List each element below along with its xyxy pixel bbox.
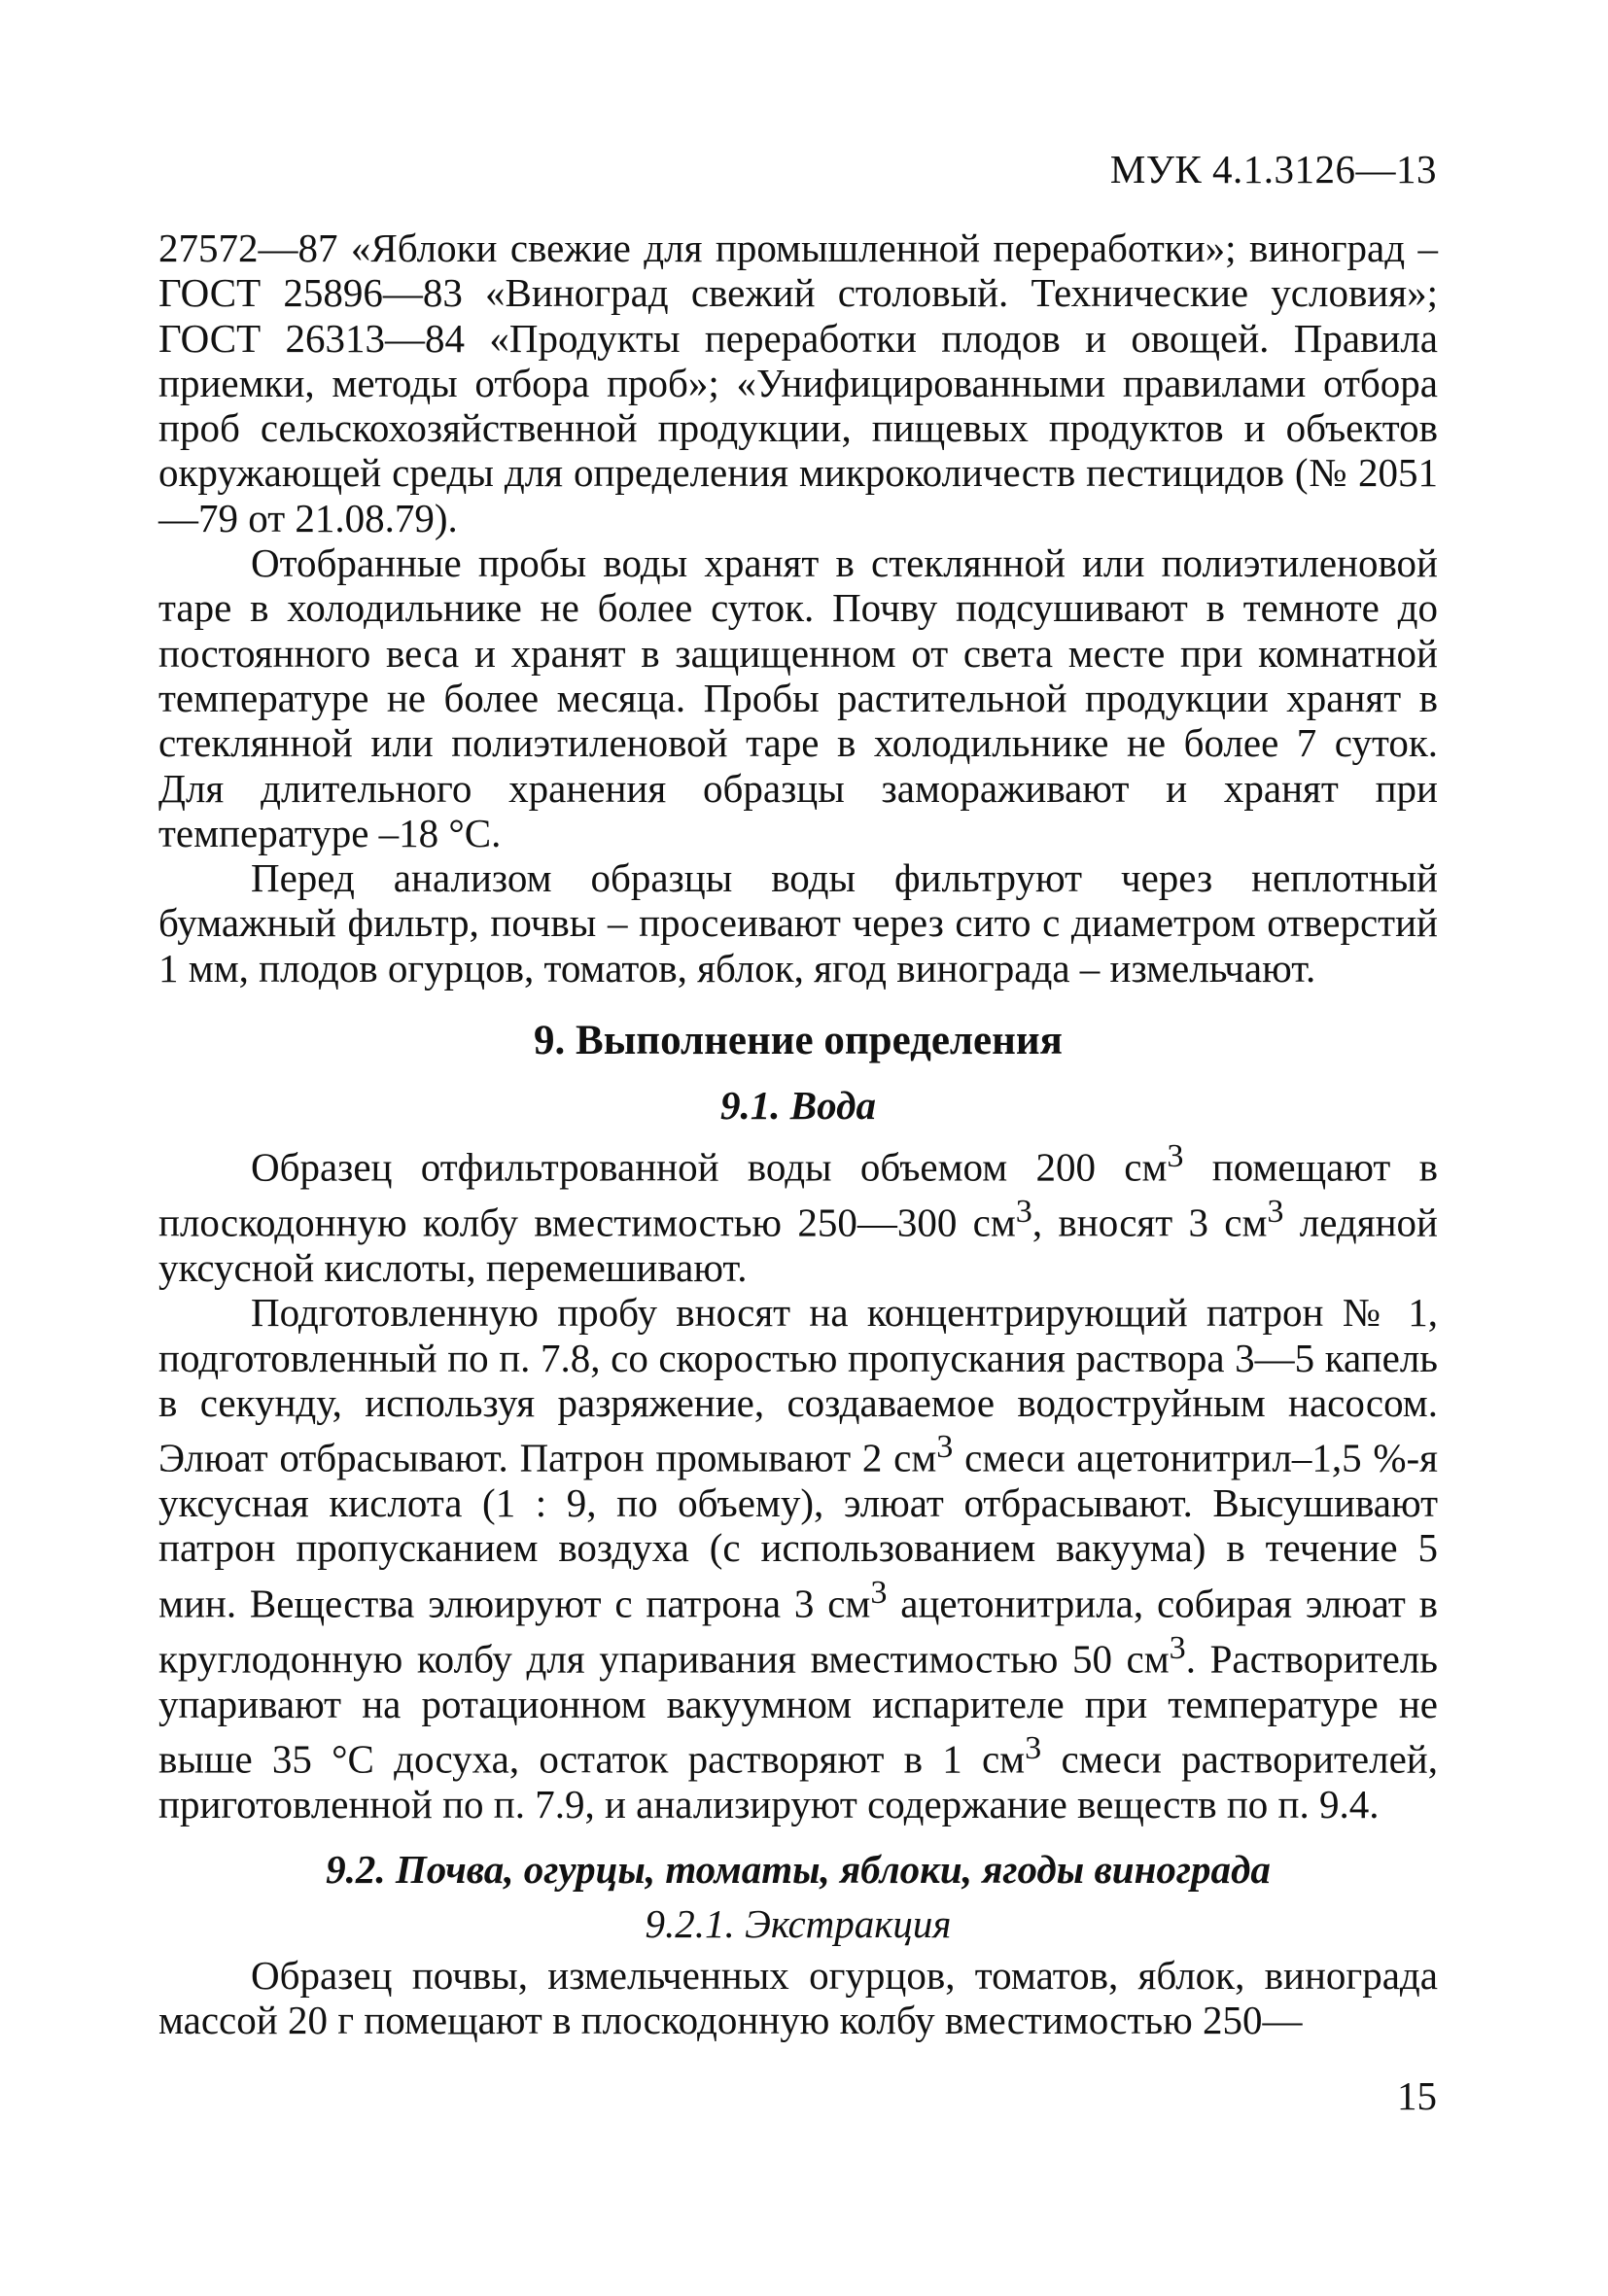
text-run: . Растворитель упаривают на ротационном вакуумном испарителе при температуре не выше 35 °С досуха, остаток растворяют в 1 см <box>158 1636 1438 1782</box>
subsection-heading-9-1: 9.1. Вода <box>720 1083 876 1129</box>
superscript: 3 <box>936 1429 954 1466</box>
text-run: смеси ацетонитрил–1,5 %-я уксусная кислота (1 : 9, по объему), элюат отбрасывают. Высушивают патрон пропусканием воздуха (с использованием вакуума) в течение 5 мин. Вещества элюируют с патрона 3 см <box>158 1435 1438 1626</box>
text-run: помещают в плоскодонную колбу вместимостью 250—300 см <box>158 1144 1438 1245</box>
superscript: 3 <box>1015 1194 1032 1230</box>
paragraph-cartridge-procedure <box>158 1290 1438 1826</box>
document-body <box>158 226 1438 2043</box>
paragraph-sampling-standards: 27572—87 «Яблоки свежие для промышленной переработки»; виноград – ГОСТ 25896—83 «Виноград свежий столовый. Технические условия»; ГОСТ 26313—84 «Продукты переработки плодов и овощей. Правила приемки, методы отбора проб»; «Унифицированными правилами отбора проб сельскохозяйственной продукции, пищевых продуктов и объектов окружающей среды для определения микроколичеств пестицидов (№ 2051—79 от 21.08.79). <box>158 226 1438 540</box>
paragraph-water-sample <box>158 1134 1438 1290</box>
paragraph-extraction: Образец почвы, измельченных огурцов, томатов, яблок, винограда массой 20 г помещают в плоскодонную колбу вместимостью 250— <box>158 1953 1438 2043</box>
subsection-heading-9-2: 9.2. Почва, огурцы, томаты, яблоки, ягоды винограда <box>326 1847 1271 1893</box>
text-run: Образец отфильтрованной воды объемом 200 см <box>251 1144 1168 1190</box>
superscript: 3 <box>1169 1629 1186 1666</box>
superscript: 3 <box>1167 1138 1184 1175</box>
superscript: 3 <box>870 1574 888 1611</box>
paragraph-sample-preparation: Перед анализом образцы воды фильтруют через неплотный бумажный фильтр, почвы – просеивают через сито с диаметром отверстий 1 мм, плодов огурцов, томатов, яблок, ягод винограда – измельчают. <box>158 855 1438 991</box>
text-run: смеси растворителей, приготовленной по п. 7.9, и анализируют содержание веществ по п. 9.4. <box>158 1736 1438 1826</box>
superscript: 3 <box>1267 1194 1284 1230</box>
page-number: 15 <box>1397 2073 1437 2118</box>
document-code-header: МУК 4.1.3126—13 <box>1109 147 1437 191</box>
text-run: ледяной уксусной кислоты, перемешивают. <box>158 1200 1438 1290</box>
subsection-heading-9-2-1: 9.2.1. Экстракция <box>645 1901 952 1947</box>
text-run: , вносят 3 см <box>1031 1200 1268 1245</box>
text-run: Подготовленную пробу вносят на концентрирующий патрон № 1, подготовленный по п. 7.8, со скоростью пропускания раствора 3—5 капель в секунду, используя разряжение, создаваемое водоструйным насосом. Элюат отбрасывают. Патрон промывают 2 см <box>158 1290 1438 1480</box>
paragraph-sample-storage: Отобранные пробы воды хранят в стеклянной или полиэтиленовой таре в холодильнике не более суток. Почву подсушивают в темноте до постоянного веса и хранят в защищенном от света месте при комнатной температуре не более месяца. Пробы растительной продукции хранят в стеклянной или полиэтиленовой таре в холодильнике не более 7 суток. Для длительного хранения образцы замораживают и хранят при температуре –18 °С. <box>158 540 1438 855</box>
superscript: 3 <box>1025 1729 1042 1766</box>
section-heading-9: 9. Выполнение определения <box>534 1018 1063 1064</box>
text-run: ацетонитрила, собирая элюат в круглодонную колбу для упаривания вместимостью 50 см <box>158 1581 1439 1682</box>
